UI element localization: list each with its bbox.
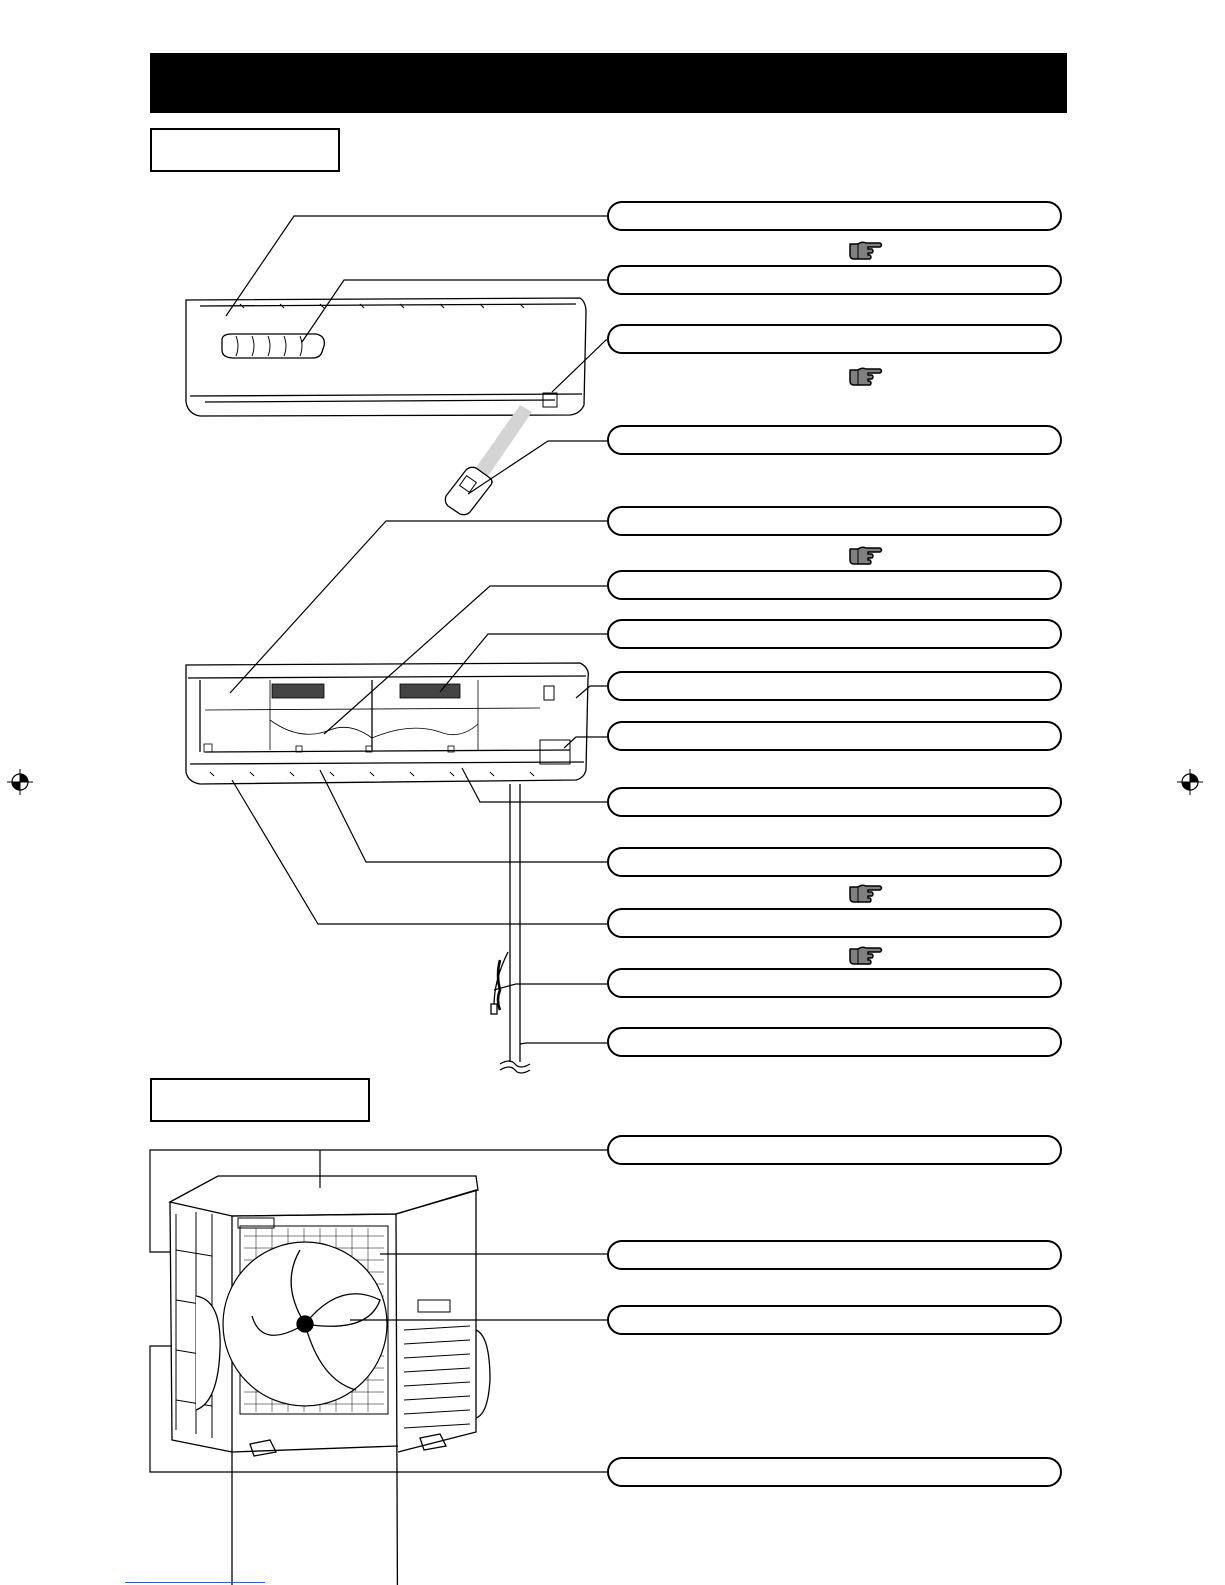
pointing-hand-icon (850, 368, 882, 385)
pointing-hand-icon (850, 885, 882, 902)
registration-mark-icon (7, 769, 33, 795)
registration-mark-icon (1177, 769, 1203, 795)
indoor-unit-closed-drawing (186, 298, 586, 416)
remote-control-drawing (445, 467, 492, 514)
pointing-hand-icon (850, 547, 882, 564)
piping-and-drain-hose-drawing (491, 784, 530, 1073)
pointing-hand-icon (850, 947, 882, 964)
indoor-unit-open-drawing (186, 663, 588, 784)
pointing-hand-icon (850, 242, 882, 259)
footer-rule (125, 1582, 265, 1583)
outdoor-unit-drawing (170, 1176, 490, 1585)
